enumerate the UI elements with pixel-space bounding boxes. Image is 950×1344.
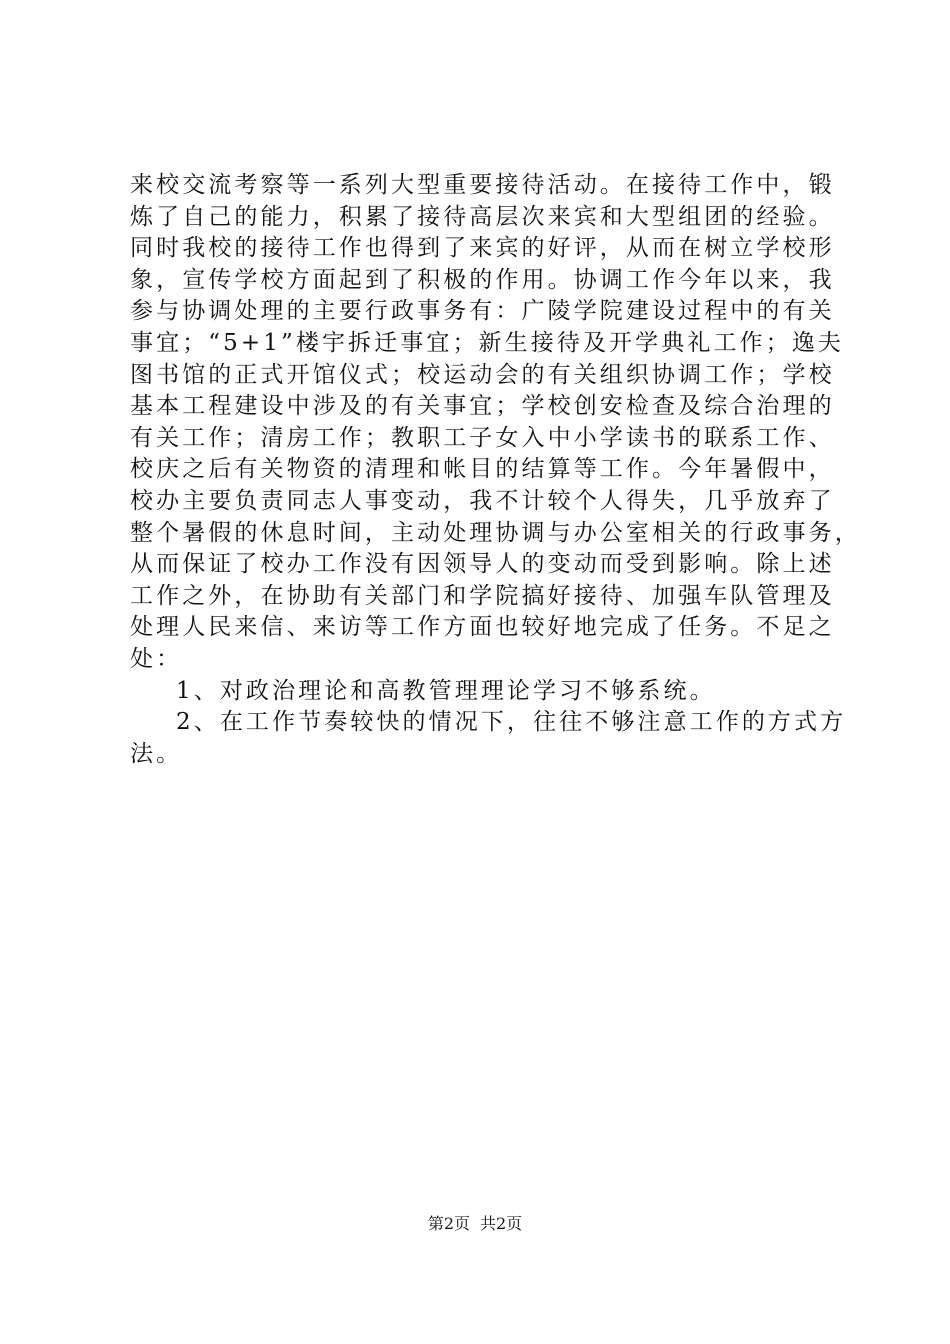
paragraph-line: 基本工程建设中涉及的有关事宜；学校创安检查及综合治理的 <box>130 393 835 420</box>
body-text <box>130 170 861 770</box>
list-item-2: 2、在工作节奏较快的情况下，往往不够注意工作的方式方 <box>176 709 847 736</box>
paragraph-line: 有关工作；清房工作；教职工子女入中小学读书的联系工作、 <box>130 424 835 451</box>
list-item-1: 1、对政治理论和高教管理理论学习不够系统。 <box>176 677 716 704</box>
paragraph-line: 事宜；“5+1”楼宇拆迁事宜；新生接待及开学典礼工作；逸夫 <box>130 329 844 356</box>
page-footer <box>0 1214 950 1234</box>
paragraph-line: 来校交流考察等一系列大型重要接待活动。在接待工作中，锻 <box>130 172 835 198</box>
paragraph-line: 图书馆的正式开馆仪式；校运动会的有关组织协调工作；学校 <box>130 361 835 388</box>
list-item-2-continuation: 法。 <box>130 740 183 767</box>
paragraph-line: 工作之外，在协助有关部门和学院搞好接待、加强车队管理及 <box>130 582 835 609</box>
page-number: 第2页 <box>427 1214 470 1233</box>
paragraph-line: 同时我校的接待工作也得到了来宾的好评，从而在树立学校形 <box>130 235 835 262</box>
paragraph-line: 象，宣传学校方面起到了积极的作用。协调工作今年以来，我 <box>130 266 835 293</box>
page-total: 共2页 <box>480 1214 523 1233</box>
paragraph-line: 处： <box>130 645 183 672</box>
paragraph-line: 整个暑假的休息时间，主动处理协调与办公室相关的行政事务， <box>130 519 861 546</box>
paragraph-line: 炼了自己的能力，积累了接待高层次来宾和大型组团的经验。 <box>130 203 835 230</box>
paragraph-line: 校办主要负责同志人事变动，我不计较个人得失，几乎放弃了 <box>130 487 835 514</box>
paragraph-line: 校庆之后有关物资的清理和帐目的结算等工作。今年暑假中， <box>130 456 835 483</box>
paragraph-line: 处理人民来信、来访等工作方面也较好地完成了任务。不足之 <box>130 614 835 641</box>
paragraph-line: 从而保证了校办工作没有因领导人的变动而受到影响。除上述 <box>130 551 835 578</box>
paragraph-line: 参与协调处理的主要行政事务有：广陵学院建设过程中的有关 <box>130 298 835 325</box>
